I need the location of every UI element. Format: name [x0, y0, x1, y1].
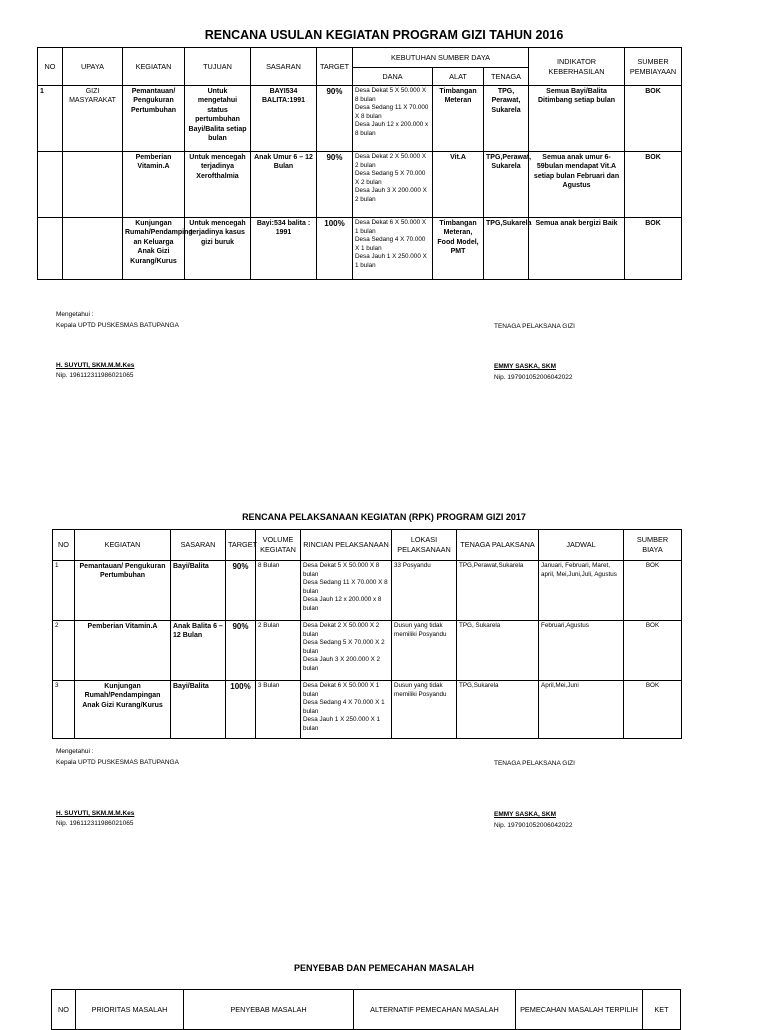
table-header-row	[53, 530, 682, 561]
cell-dana	[353, 86, 433, 152]
header-alternatif: ALTERNATIF PEMECAHAN MASALAH	[354, 990, 516, 1030]
cell-tenaga: TPG,Sukarela	[457, 681, 539, 739]
cell-lokasi: Dusun yang tidak memiliki Posyandu	[392, 681, 457, 739]
left-signatory-name: H. SUYUTI, SKM.M.M.Kes	[56, 361, 135, 369]
cell-volume: 2 Bulan	[256, 621, 301, 681]
cell-no	[38, 152, 63, 218]
header-prioritas: PRIORITAS MASALAH	[76, 990, 184, 1030]
cell-tenaga: TPG, Perawat, Sukarela	[484, 86, 529, 152]
signature-right-1	[494, 323, 575, 381]
cell-target: 90%	[317, 152, 353, 218]
table-row	[38, 218, 682, 280]
cell-rincian	[301, 561, 392, 621]
header-upaya: UPAYA	[63, 48, 123, 86]
header-volume: VOLUME KEGIATAN	[256, 530, 301, 561]
header-tujuan: TUJUAN	[185, 48, 251, 86]
header-sumber: SUMBER BIAYA	[624, 530, 682, 561]
signature-left-2	[56, 748, 179, 828]
header-target: TARGET	[317, 48, 353, 86]
header-ket: KET	[643, 990, 681, 1030]
cell-rincian	[301, 681, 392, 739]
header-kegiatan: KEGIATAN	[123, 48, 185, 86]
header-tenaga: TENAGA	[484, 68, 529, 86]
cell-kegiatan: Pemantauan/ Pengukuran Pertumbuhan	[75, 561, 171, 621]
cell-target: 90%	[317, 86, 353, 152]
cell-alat: Timbangan Meteran, Food Model, PMT	[433, 218, 484, 280]
rincian-line: Desa Sedang 11 X 70.000 X 8 bulan	[303, 579, 388, 595]
dana-line: Desa Dekat 5 X 50.000 X 8 bulan	[355, 87, 427, 103]
right-signatory-name: EMMY SASKA, SKM	[494, 810, 556, 818]
header-sasaran: SASARAN	[171, 530, 226, 561]
cell-sumber: BOK	[625, 218, 682, 280]
header-no: NO	[53, 530, 75, 561]
cell-target: 90%	[226, 561, 256, 621]
rpk-title: RENCANA PELAKSANAAN KEGIATAN (RPK) PROGRAM GIZI 2017	[242, 512, 526, 522]
signature-left-1	[56, 311, 179, 380]
cell-dana	[353, 218, 433, 280]
dana-line: Desa Jauh 1 X 250.000 X 1 bulan	[355, 253, 427, 269]
table-row	[53, 681, 682, 739]
cell-sasaran: Bayi:534 balita : 1991	[251, 218, 317, 280]
rincian-line: Desa Jauh 3 X 200.000 X 2 bulan	[303, 656, 381, 672]
header-kebutuhan: KEBUTUHAN SUMBER DAYA	[353, 48, 529, 68]
rincian-line: Desa Sedang 4 X 70.000 X 1 bulan	[303, 699, 385, 715]
tenaga-label: TENAGA PELAKSANA GIZI	[494, 323, 575, 330]
dana-line: Desa Dekat 2 X 50.000 X 2 bulan	[355, 153, 427, 169]
header-kegiatan: KEGIATAN	[75, 530, 171, 561]
cell-indikator: Semua Bayi/Balita Ditimbang setiap bulan	[529, 86, 625, 152]
header-jadwal: JADWAL	[539, 530, 624, 561]
cell-kegiatan: Kunjungan Rumah/Pendamping an Keluarga Anak Gizi Kurang/Kurus	[123, 218, 185, 280]
dana-line: Desa Dekat 6 X 50.000 X 1 bulan	[355, 219, 427, 235]
cell-upaya: GIZI MASYARAKAT	[63, 86, 123, 152]
cell-tenaga: TPG, Sukarela	[457, 621, 539, 681]
cell-sasaran: Bayi/Balita	[171, 561, 226, 621]
table-row	[53, 621, 682, 681]
left-signatory-name: H. SUYUTI, SKM.M.M.Kes	[56, 809, 135, 817]
cell-no: 1	[38, 86, 63, 152]
rencana-usulan-table	[37, 47, 682, 280]
rincian-line: Desa Jauh 12 x 200.000 x 8 bulan	[303, 596, 382, 612]
cell-sumber: BOK	[624, 681, 682, 739]
cell-alat: Timbangan Meteran	[433, 86, 484, 152]
cell-no: 2	[53, 621, 75, 681]
cell-sumber: BOK	[624, 621, 682, 681]
cell-indikator: Semua anak bergizi Baik	[529, 218, 625, 280]
header-sumber: SUMBER PEMBIAYAAN	[625, 48, 682, 86]
header-alat: ALAT	[433, 68, 484, 86]
cell-jadwal: Januari, Februari, Maret, april, Mei,Juni,Juli, Agustus	[539, 561, 624, 621]
right-signatory-nip: Nip. 197901052006042022	[494, 821, 573, 829]
left-signatory-nip: Nip. 196112311986021065	[56, 372, 134, 380]
cell-target: 100%	[226, 681, 256, 739]
cell-jadwal: April,Mei,Juni	[539, 681, 624, 739]
cell-kegiatan: Pemberian Vitamin.A	[75, 621, 171, 681]
mengetahui-label: Mengetahui :	[56, 311, 94, 318]
header-indikator: INDIKATOR KEBERHASILAN	[529, 48, 625, 86]
header-terpilih: PEMECAHAN MASALAH TERPILIH	[516, 990, 643, 1030]
rincian-line: Desa Dekat 2 X 50.000 X 2 bulan	[303, 622, 380, 638]
header-penyebab: PENYEBAB MASALAH	[184, 990, 354, 1030]
dana-line: Desa Jauh 12 x 200.000 x 8 bulan	[355, 121, 429, 137]
header-dana: DANA	[353, 68, 433, 86]
kepala-label: Kepala UPTD PUSKESMAS BATUPANGA	[56, 758, 179, 766]
cell-volume: 3 Bulan	[256, 681, 301, 739]
left-signatory-nip: Nip. 196112311986021065	[56, 820, 134, 828]
penyebab-title: PENYEBAB DAN PEMECAHAN MASALAH	[293, 963, 474, 973]
cell-indikator: Semua anak umur 6-59bulan mendapat Vit.A setiap bulan Februari dan Agustus	[529, 152, 625, 218]
rincian-line: Desa Sedang 5 X 70.000 X 2 bulan	[303, 639, 385, 655]
cell-no: 1	[53, 561, 75, 621]
rincian-line: Desa Dekat 5 X 50.000 X 8 bulan	[303, 562, 380, 578]
table-row	[38, 152, 682, 218]
tenaga-label: TENAGA PELAKSANA GIZI	[494, 760, 575, 767]
cell-lokasi: Dusun yang tidak memiliki Posyandu	[392, 621, 457, 681]
cell-sumber: BOK	[624, 561, 682, 621]
dana-line: Desa Jauh 3 X 200.000 X 2 bulan	[355, 187, 427, 203]
cell-tujuan: Untuk mencegah terjadinya kasus gizi buruk	[185, 218, 251, 280]
signature-right-2	[494, 760, 575, 829]
kepala-label: Kepala UPTD PUSKESMAS BATUPANGA	[56, 321, 179, 329]
cell-no	[38, 218, 63, 280]
cell-upaya	[63, 218, 123, 280]
dana-line: Desa Sedang 4 X 70.000 X 1 bulan	[355, 236, 426, 252]
cell-sumber: BOK	[625, 152, 682, 218]
header-no: NO	[38, 48, 63, 86]
dana-line: Desa Sedang 11 X 70.000 X 8 bulan	[355, 104, 429, 120]
cell-lokasi: 33 Posyandu	[392, 561, 457, 621]
table-row	[53, 561, 682, 621]
header-no: NO	[52, 990, 76, 1030]
rincian-line: Desa Jauh 1 X 250.000 X 1 bulan	[303, 716, 381, 732]
cell-sasaran: Anak Umur 6 – 12 Bulan	[251, 152, 317, 218]
cell-kegiatan: Pemantauan/ Pengukuran Pertumbuhan	[123, 86, 185, 152]
cell-sasaran: Bayi/Balita	[171, 681, 226, 739]
cell-no: 3	[53, 681, 75, 739]
header-target: TARGET	[226, 530, 256, 561]
cell-target: 100%	[317, 218, 353, 280]
cell-sumber: BOK	[625, 86, 682, 152]
cell-tenaga: TPG,Perawat,Sukarela	[457, 561, 539, 621]
cell-volume: 8 Bulan	[256, 561, 301, 621]
cell-target: 90%	[226, 621, 256, 681]
cell-tujuan: Untuk mengetahui status pertumbuhan Bayi/Balita setiap bulan	[185, 86, 251, 152]
header-tenaga: TENAGA PALAKSANA	[457, 530, 539, 561]
cell-upaya	[63, 152, 123, 218]
cell-tujuan: Untuk mencegah terjadinya Xerofthalmia	[185, 152, 251, 218]
rincian-line: Desa Dekat 6 X 50.000 X 1 bulan	[303, 682, 380, 698]
table-row	[38, 86, 682, 152]
rpk-table	[52, 529, 682, 739]
cell-kegiatan: Kunjungan Rumah/Pendampingan Anak Gizi Kurang/Kurus	[75, 681, 171, 739]
right-signatory-nip: Nip. 197901052006042022	[494, 373, 573, 381]
cell-tenaga: TPG,Perawat, Sukarela	[484, 152, 529, 218]
cell-tenaga: TPG,Sukarela	[484, 218, 529, 280]
cell-sasaran: BAYI534 BALITA:1991	[251, 86, 317, 152]
right-signatory-name: EMMY SASKA, SKM	[494, 362, 556, 370]
table-header-row	[38, 48, 682, 68]
header-lokasi: LOKASI PELAKSANAAN	[392, 530, 457, 561]
cell-rincian	[301, 621, 392, 681]
header-sasaran: SASARAN	[251, 48, 317, 86]
header-rincian: RINCIAN PELAKSANAAN	[301, 530, 392, 561]
cell-sasaran: Anak Balita 6 – 12 Bulan	[171, 621, 226, 681]
cell-dana	[353, 152, 433, 218]
rencana-usulan-title: RENCANA USULAN KEGIATAN PROGRAM GIZI TAHUN 2016	[204, 28, 564, 42]
dana-line: Desa Sedang 5 X 70.000 X 2 bulan	[355, 170, 426, 186]
cell-alat: Vit.A	[433, 152, 484, 218]
cell-jadwal: Februari,Agustus	[539, 621, 624, 681]
mengetahui-label: Mengetahui :	[56, 748, 94, 755]
cell-kegiatan: Pemberian Vitamin.A	[123, 152, 185, 218]
